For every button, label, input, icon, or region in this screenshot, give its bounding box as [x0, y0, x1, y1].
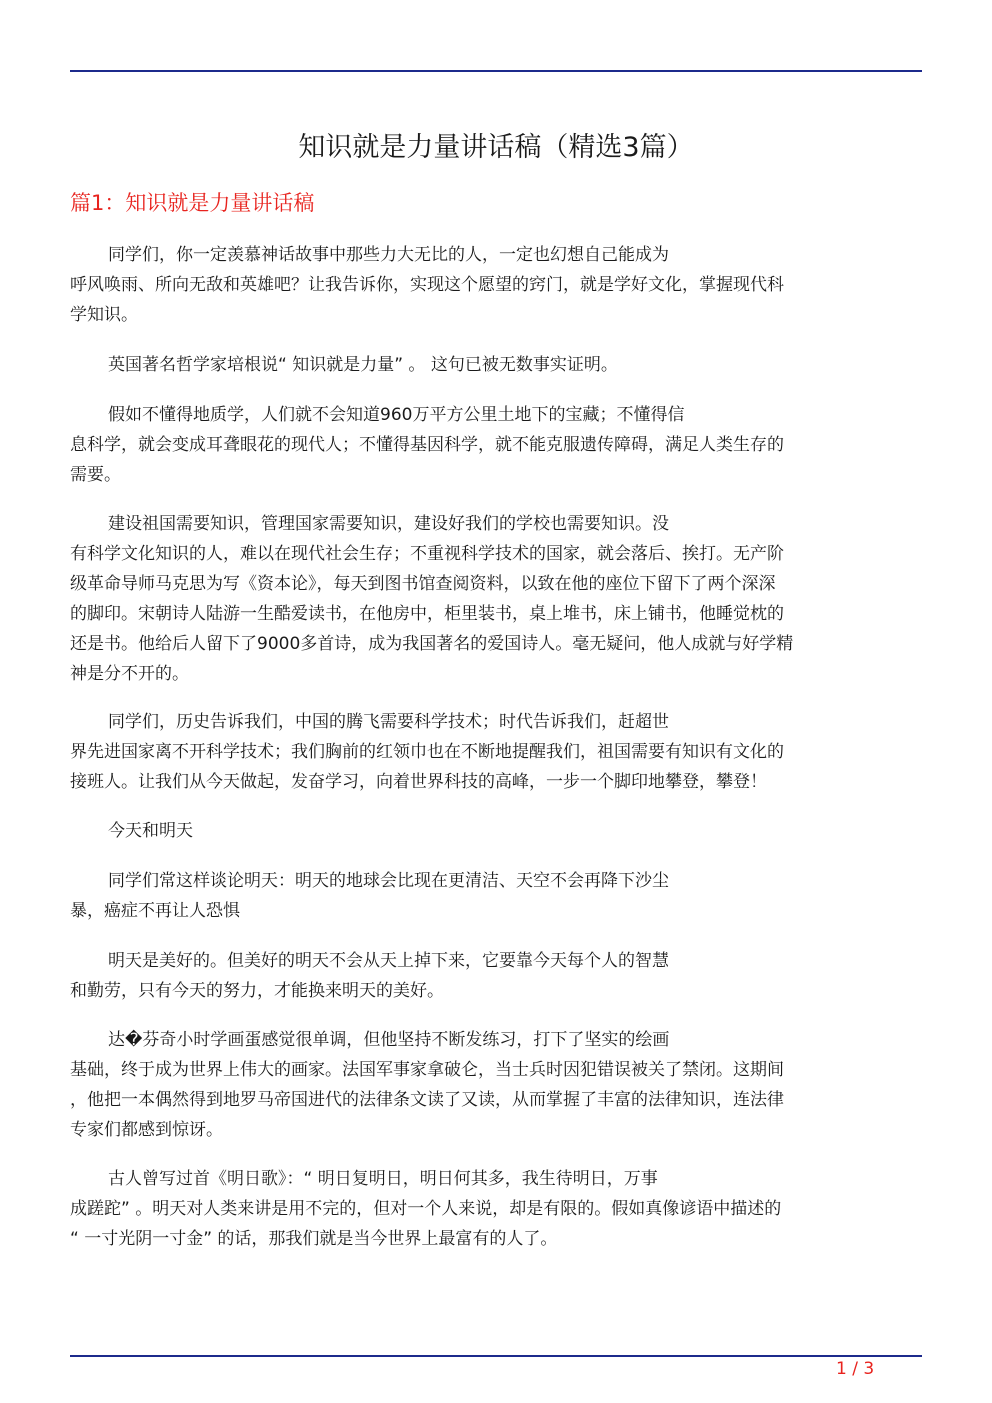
paragraph-line: 呼风唤雨、所向无敌和英雄吧？让我告诉你，实现这个愿望的窍门，就是学好文化，掌握现代科	[70, 275, 784, 295]
page-number: 1 / 3	[836, 1359, 875, 1379]
paragraph-line: 神是分不开的。	[70, 664, 189, 684]
paragraph-line: 成蹉跎” 。明天对人类来讲是用不完的，但对一个人来说，却是有限的。假如真像谚语中描述的	[70, 1199, 782, 1219]
paragraph-line: 明天是美好的。但美好的明天不会从天上掉下来，它要靠今天每个人的智慧	[108, 951, 669, 971]
paragraph-9	[70, 1025, 922, 1145]
paragraph-5	[70, 707, 922, 797]
paragraph-line: 有科学文化知识的人，难以在现代社会生存；不重视科学技术的国家，就会落后、挨打。无产阶	[70, 544, 784, 564]
paragraph-line: 息科学，就会变成耳聋眼花的现代人；不懂得基因科学，就不能克服遗传障碍，满足人类生存的	[70, 435, 784, 455]
paragraph-8	[70, 946, 922, 1006]
paragraph-line: 基础，终于成为世界上伟大的画家。法国军事家拿破仑，当士兵时因犯错误被关了禁闭。这期间	[70, 1060, 784, 1080]
paragraph-line: 达�芬奇小时学画蛋感觉很单调，但他坚持不断发练习，打下了坚实的绘画	[108, 1030, 670, 1050]
paragraph-6	[70, 816, 922, 846]
paragraph-line: 学知识。	[70, 305, 138, 325]
paragraph-line: 同学们，你一定羡慕神话故事中那些力大无比的人，一定也幻想自己能成为	[108, 245, 669, 265]
paragraph-line: 还是书。他给后人留下了9000多首诗，成为我国著名的爱国诗人。毫无疑问，他人成就与好学精	[70, 634, 794, 654]
paragraph-line: 的脚印。宋朝诗人陆游一生酷爱读书，在他房中，柜里装书，桌上堆书，床上铺书，他睡觉枕的	[70, 604, 784, 624]
paragraph-line: 界先进国家离不开科学技术；我们胸前的红领巾也在不断地提醒我们，祖国需要有知识有文化的	[70, 742, 784, 762]
paragraph-line: 同学们常这样谈论明天：明天的地球会比现在更清洁、天空不会再降下沙尘	[108, 871, 669, 891]
section-heading: 篇1：知识就是力量讲话稿	[70, 191, 315, 215]
paragraph-line: “ 一寸光阴一寸金” 的话，那我们就是当今世界上最富有的人了。	[70, 1229, 558, 1249]
header-rule	[70, 70, 922, 72]
paragraph-4	[70, 509, 922, 689]
paragraph-line: 今天和明天	[108, 821, 193, 841]
paragraph-line: 需要。	[70, 465, 121, 485]
document-title: 知识就是力量讲话稿（精选3篇）	[298, 132, 694, 163]
paragraph-line: 专家们都感到惊讶。	[70, 1120, 223, 1140]
paragraph-10	[70, 1164, 922, 1254]
paragraph-line: 暴，癌症不再让人恐惧	[70, 901, 240, 921]
paragraph-1	[70, 240, 922, 330]
paragraph-3	[70, 400, 922, 490]
paragraph-line: 和勤劳，只有今天的努力，才能换来明天的美好。	[70, 981, 444, 1001]
paragraph-line: 同学们，历史告诉我们，中国的腾飞需要科学技术；时代告诉我们，赶超世	[108, 712, 669, 732]
paragraph-line: 接班人。让我们从今天做起，发奋学习，向着世界科技的高峰，一步一个脚印地攀登，攀登！	[70, 772, 767, 792]
paragraph-line: 古人曾写过首《明日歌》：“ 明日复明日，明日何其多，我生待明日，万事	[108, 1169, 658, 1189]
paragraph-line: 级革命导师马克思为写《资本论》，每天到图书馆查阅资料，以致在他的座位下留下了两个深深	[70, 574, 776, 594]
paragraph-line: ，他把一本偶然得到地罗马帝国进代的法律条文读了又读，从而掌握了丰富的法律知识，连法律	[70, 1090, 784, 1110]
paragraph-line: 假如不懂得地质学，人们就不会知道960万平方公里土地下的宝藏；不懂得信	[108, 405, 685, 425]
paragraph-7	[70, 866, 922, 926]
paragraph-2	[70, 350, 922, 380]
paragraph-line: 英国著名哲学家培根说“ 知识就是力量” 。 这句已被无数事实证明。	[108, 355, 618, 375]
paragraph-line: 建设祖国需要知识，管理国家需要知识，建设好我们的学校也需要知识。没	[108, 514, 669, 534]
footer-rule	[70, 1355, 922, 1357]
